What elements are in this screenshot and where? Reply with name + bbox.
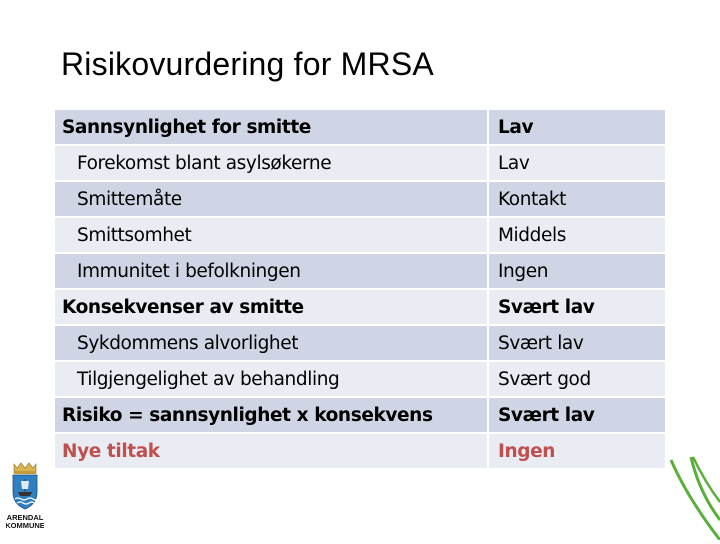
row-value: Lav xyxy=(489,146,665,180)
row-value: Lav xyxy=(489,110,665,144)
row-value: Svært lav xyxy=(489,326,665,360)
row-value: Ingen xyxy=(489,254,665,288)
table-row xyxy=(55,290,665,324)
swoosh-icon xyxy=(665,452,720,540)
coat-of-arms-icon xyxy=(6,462,44,540)
table-row xyxy=(55,182,665,216)
row-value: Svært lav xyxy=(489,290,665,324)
row-label: Smittsomhet xyxy=(55,218,487,252)
row-label: Tilgjengelighet av behandling xyxy=(55,362,487,396)
row-label: Nye tiltak xyxy=(55,434,487,468)
table-row xyxy=(55,146,665,180)
row-value: Kontakt xyxy=(489,182,665,216)
table-row xyxy=(55,362,665,396)
table-row xyxy=(55,218,665,252)
table-row xyxy=(55,254,665,288)
row-label: Forekomst blant asylsøkerne xyxy=(55,146,487,180)
svg-text:ARENDAL: ARENDAL xyxy=(6,513,44,522)
row-label: Sykdommens alvorlighet xyxy=(55,326,487,360)
table-row xyxy=(55,326,665,360)
table-row xyxy=(55,434,665,468)
row-label: Risiko = sannsynlighet x konsekvens xyxy=(55,398,487,432)
risk-table xyxy=(55,110,665,470)
svg-text:KOMMUNE: KOMMUNE xyxy=(6,521,44,530)
slide-title: Risikovurdering for MRSA xyxy=(61,46,434,82)
row-label: Sannsynlighet for smitte xyxy=(55,110,487,144)
arendal-kommune-logo xyxy=(6,462,44,540)
table-row xyxy=(55,110,665,144)
table-row xyxy=(55,398,665,432)
row-label: Konsekvenser av smitte xyxy=(55,290,487,324)
row-value: Svært lav xyxy=(489,398,665,432)
row-value: Middels xyxy=(489,218,665,252)
row-value: Ingen xyxy=(489,434,665,468)
green-swoosh-decoration xyxy=(665,452,720,540)
row-value: Svært god xyxy=(489,362,665,396)
row-label: Smittemåte xyxy=(55,182,487,216)
row-label: Immunitet i befolkningen xyxy=(55,254,487,288)
